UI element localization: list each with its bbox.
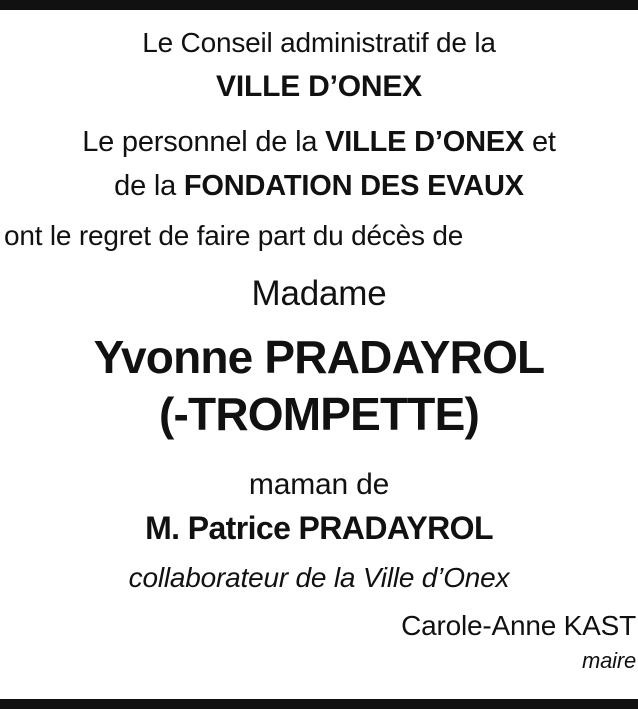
relation-line: maman de xyxy=(248,468,390,501)
relative-name: M. Patrice PRADAYROL xyxy=(145,510,493,546)
top-border-rule xyxy=(0,0,638,10)
staff-suffix: et xyxy=(531,126,556,158)
signatory-name: Carole-Anne KAST xyxy=(401,610,636,641)
deceased-maiden-name: (-TROMPETTE) xyxy=(158,388,479,440)
council-line: Le Conseil administratif de la xyxy=(142,27,496,58)
relative-role: collaborateur de la Ville d’Onex xyxy=(128,562,510,593)
city-name-heading: VILLE D’ONEX xyxy=(216,70,422,103)
foundation-name: FONDATION DES EVAUX xyxy=(183,170,524,202)
signatory-title: maire xyxy=(581,648,636,673)
announcement-line: ont le regret de faire part du décès de xyxy=(4,220,464,251)
staff-city-name: VILLE D’ONEX xyxy=(325,126,525,158)
staff-line xyxy=(0,126,638,159)
foundation-prefix: de la xyxy=(114,170,177,202)
deceased-name: Yvonne PRADAYROL xyxy=(93,331,545,383)
staff-prefix: Le personnel de la xyxy=(82,126,318,158)
honorific: Madame xyxy=(251,274,387,313)
foundation-line xyxy=(0,170,638,203)
bottom-border-rule xyxy=(0,699,638,709)
